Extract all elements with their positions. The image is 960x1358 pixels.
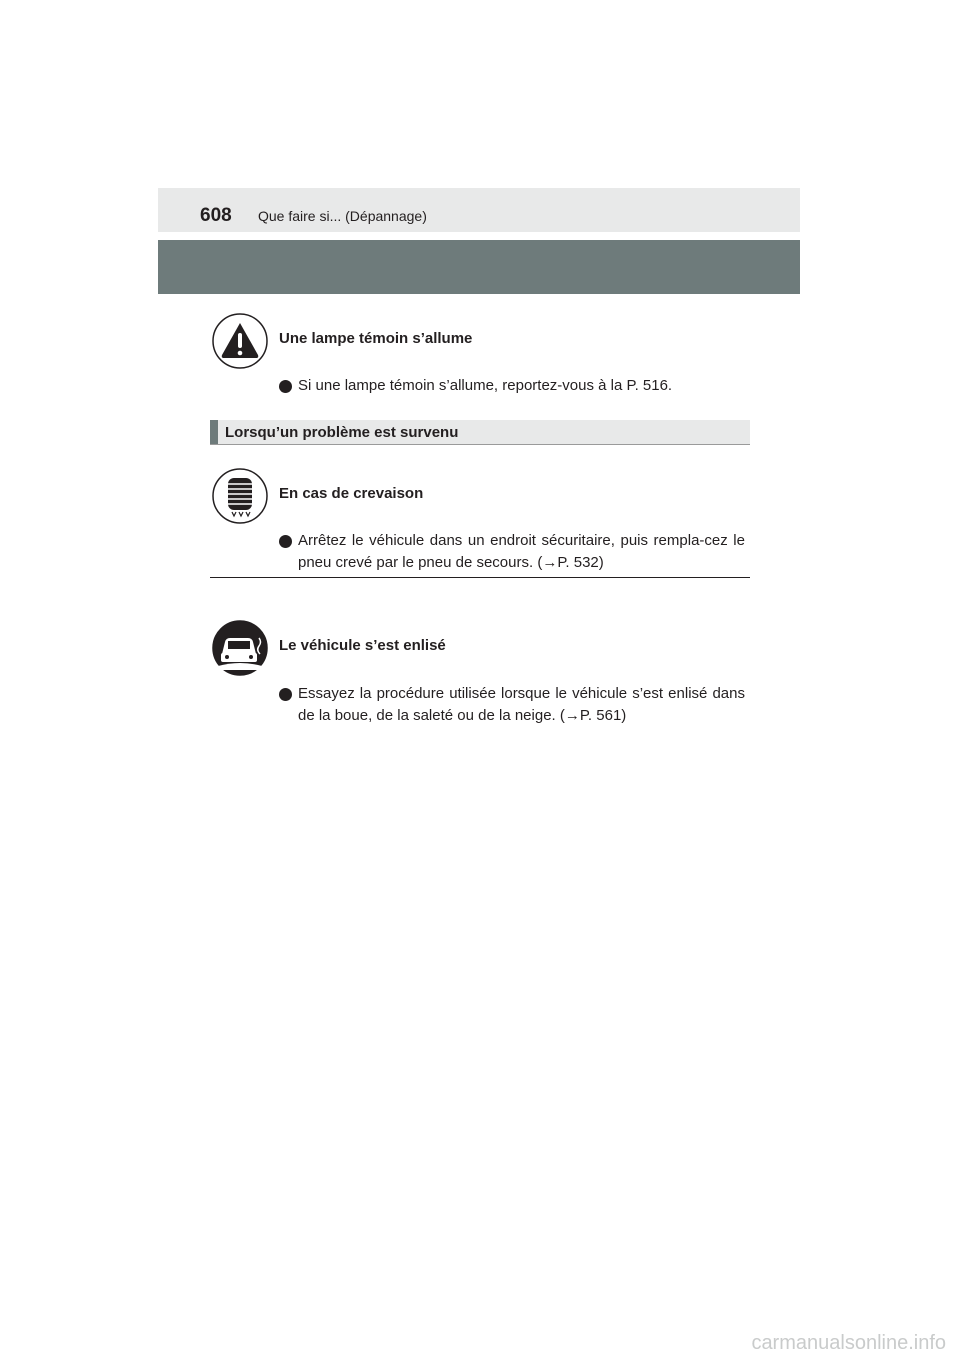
bullet-marker: [279, 380, 292, 393]
flat-tire-heading: En cas de crevaison: [279, 485, 424, 502]
flat-tire-bullet-text: Arrêtez le véhicule dans un endroit sécuritaire, puis rempla-cez le pneu crevé par le pneu de secours. (→P. 532): [298, 532, 745, 571]
stuck-vehicle-heading: Le véhicule s’est enlisé: [279, 637, 446, 654]
section-title: Lorsqu’un problème est survenu: [225, 424, 459, 441]
divider: [210, 577, 750, 578]
warning-heading: Une lampe témoin s’allume: [279, 330, 473, 347]
header-bar: [158, 188, 800, 232]
stuck-vehicle-icon: [212, 620, 268, 676]
bullet-marker: [279, 535, 292, 548]
section-header: [210, 420, 750, 445]
flat-tire-icon: [212, 468, 268, 524]
bullet-marker: [279, 688, 292, 701]
page-number: 608: [200, 205, 232, 226]
stuck-vehicle-bullet-text: Essayez la procédure utilisée lorsque le véhicule s’est enlisé dans de la boue, de la saleté ou de la neige. (→P. 561): [298, 685, 745, 724]
chapter-title: Que faire si... (Dépannage): [258, 208, 427, 224]
warning-bullet-text: Si une lampe témoin s’allume, reportez-vous à la P. 516.: [298, 377, 673, 394]
section-accent: [210, 420, 218, 444]
warning-icon: [212, 313, 268, 369]
title-band: [158, 240, 800, 294]
watermark: carmanualsonline.info: [751, 1332, 946, 1354]
